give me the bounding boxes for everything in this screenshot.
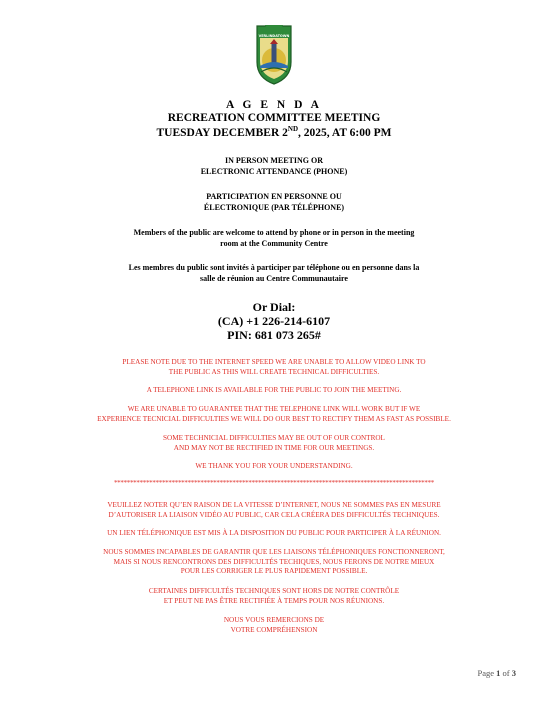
municipal-crest-logo — [249, 22, 299, 86]
public-notice-en: Members of the public are welcome to attend by phone or in person in the meeting room at the Community Centre — [133, 228, 415, 248]
svg-text:VERLINDATOWN: VERLINDATOWN — [258, 34, 290, 38]
attendance-fr: PARTICIPATION EN PERSONNE OU ÉLECTRONIQUE (PAR TÉLÉPHONE) — [203, 192, 345, 212]
page-number: Page 1 of 3 — [477, 668, 516, 678]
notice-en-thanks: WE THANK YOU FOR YOUR UNDERSTANDING. — [195, 462, 353, 470]
notice-en-telephone: A TELEPHONE LINK IS AVAILABLE FOR THE PUBLIC TO JOIN THE MEETING. — [146, 386, 402, 394]
dial-number: (CA) +1 226-214-6107 — [217, 314, 331, 328]
notice-fr-telephone: UN LIEN TÉLÉPHONIQUE EST MIS À LA DISPOSITION DU PUBLIC POUR PARTICIPER À LA RÉUNION. — [107, 529, 441, 537]
notice-fr-video: VEUILLEZ NOTER QU’EN RAISON DE LA VITESSE D’INTERNET, NOUS NE SOMMES PAS EN MESURE D’AUTORISER LA LIAISON VIDÉO AU PUBLIC, CAR CELA CRÉERA DES DIFFICULTÉS TECHNIQUES. — [107, 501, 441, 519]
notice-en-guarantee: WE ARE UNABLE TO GUARANTEE THAT THE TELEPHONE LINK WILL WORK BUT IF WE EXPERIENCE TECNICIAL DIFFICULTIES WE WILL DO OUR BEST TO RECTIFY THEM AS FAST AS POSSIBLE. — [97, 405, 451, 423]
dial-pin: PIN: 681 073 265# — [227, 328, 321, 342]
dial-in-info — [0, 300, 548, 342]
attendance-en: IN PERSON MEETING OR ELECTRONIC ATTENDANCE (PHONE) — [200, 156, 348, 176]
notice-en-video: PLEASE NOTE DUE TO THE INTERNET SPEED WE ARE UNABLE TO ALLOW VIDEO LINK TO THE PUBLIC AS THIS WILL CREATE TECHNICAL DIFFICULTIES. — [122, 358, 426, 376]
notice-fr-control: CERTAINES DIFFICULTÉS TECHNIQUES SONT HORS DE NOTRE CONTRÔLE ET PEUT NE PAS ÊTRE RECTIFIÉE À TEMPS POUR NOS RÉUNIONS. — [148, 587, 400, 605]
separator-line: **************************************************************************************************** — [113, 479, 434, 487]
notice-en-control: SOME TECHNICIAL DIFFICULTIES MAY BE OUT OF OUR CONTROL AND MAY NOT BE RECTIFIED IN TIME FOR OUR MEETINGS. — [163, 434, 385, 452]
notice-fr-thanks: NOUS VOUS REMERCIONS DE VOTRE COMPRÉHENSION — [223, 616, 325, 634]
public-notice-fr: Les membres du public sont invités à participer par téléphone ou en personne dans la salle de réunion au Centre Communautaire — [128, 263, 420, 283]
meeting-title: RECREATION COMMITTEE MEETING — [167, 112, 381, 124]
dial-label: Or Dial: — [252, 300, 296, 314]
agenda-heading: A G E N D A — [226, 99, 322, 111]
meeting-date: TUESDAY DECEMBER 2ND, 2025, AT 6:00 PM — [156, 125, 392, 139]
notice-fr-guarantee: NOUS SOMMES INCAPABLES DE GARANTIR QUE LES LIAISONS TÉLÉPHONIQUES FONCTIONNERONT, MAIS SI NOUS RENCONTRONS DES DIFFICULTÉS TECHIQUES, NOUS FERONS DE NOTRE MIEUX POUR LES CORRIGER LE PLUS RAPIDEMENT POSSIBLE. — [103, 548, 445, 576]
